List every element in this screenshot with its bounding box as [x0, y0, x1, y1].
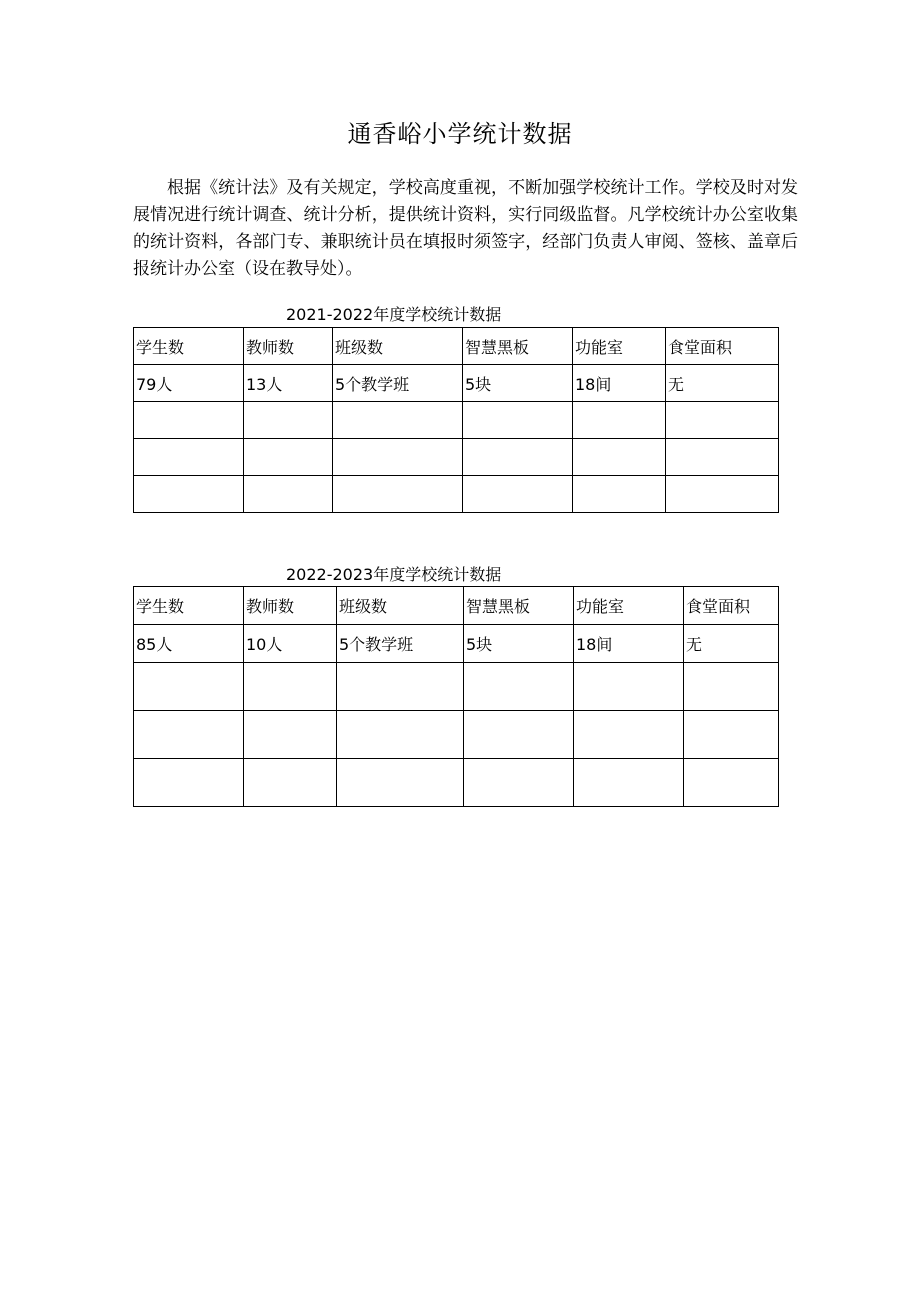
- empty-cell: [134, 439, 244, 476]
- empty-cell: [464, 759, 574, 807]
- cell-canteen-area: 无: [684, 625, 779, 663]
- empty-row: [134, 476, 779, 513]
- empty-cell: [666, 476, 779, 513]
- empty-cell: [337, 663, 464, 711]
- header-cell-classes: 班级数: [333, 328, 463, 365]
- empty-cell: [244, 663, 337, 711]
- cell-teachers: 10人: [244, 625, 337, 663]
- header-cell-canteen-area: 食堂面积: [666, 328, 779, 365]
- empty-row: [134, 759, 779, 807]
- empty-cell: [684, 711, 779, 759]
- empty-cell: [337, 759, 464, 807]
- empty-cell: [244, 476, 333, 513]
- empty-cell: [574, 759, 684, 807]
- cell-students: 85人: [134, 625, 244, 663]
- empty-cell: [333, 402, 463, 439]
- empty-cell: [244, 759, 337, 807]
- empty-cell: [573, 439, 666, 476]
- empty-row: [134, 663, 779, 711]
- empty-cell: [134, 402, 244, 439]
- empty-cell: [244, 439, 333, 476]
- table-row: [134, 625, 779, 663]
- stats-table-2022-2023: [133, 586, 779, 807]
- empty-cell: [684, 759, 779, 807]
- header-cell-function-rooms: 功能室: [573, 328, 666, 365]
- empty-cell: [464, 663, 574, 711]
- header-cell-teachers: 教师数: [244, 328, 333, 365]
- empty-cell: [134, 711, 244, 759]
- header-cell-students: 学生数: [134, 587, 244, 625]
- cell-classes: 5个教学班: [333, 365, 463, 402]
- header-cell-smart-boards: 智慧黑板: [463, 328, 573, 365]
- empty-row: [134, 439, 779, 476]
- empty-cell: [573, 476, 666, 513]
- cell-students: 79人: [134, 365, 244, 402]
- header-cell-students: 学生数: [134, 328, 244, 365]
- empty-cell: [337, 711, 464, 759]
- header-cell-classes: 班级数: [337, 587, 464, 625]
- empty-cell: [463, 402, 573, 439]
- intro-paragraph: 根据《统计法》及有关规定，学校高度重视，不断加强学校统计工作。学校及时对发展情况进行统计调查、统计分析，提供统计资料，实行同级监督。凡学校统计办公室收集的统计资料，各部门专、兼职统计员在填报时须签字，经部门负责人审阅、签核、盖章后报统计办公室（设在教导处）。: [133, 178, 798, 279]
- empty-cell: [134, 759, 244, 807]
- empty-cell: [463, 476, 573, 513]
- header-cell-canteen-area: 食堂面积: [684, 587, 779, 625]
- empty-cell: [684, 663, 779, 711]
- empty-cell: [134, 663, 244, 711]
- empty-cell: [464, 711, 574, 759]
- table-caption-2021-2022: 2021-2022年度学校统计数据: [286, 305, 502, 324]
- empty-cell: [244, 711, 337, 759]
- empty-row: [134, 402, 779, 439]
- stats-table-2021-2022: [133, 327, 779, 513]
- document-title: 通香峪小学统计数据: [347, 120, 573, 148]
- empty-cell: [134, 476, 244, 513]
- cell-function-rooms: 18间: [573, 365, 666, 402]
- empty-cell: [333, 439, 463, 476]
- table-header-row: [134, 328, 779, 365]
- header-cell-function-rooms: 功能室: [574, 587, 684, 625]
- empty-cell: [574, 663, 684, 711]
- empty-row: [134, 711, 779, 759]
- empty-cell: [463, 439, 573, 476]
- table-row: [134, 365, 779, 402]
- empty-cell: [244, 402, 333, 439]
- header-cell-teachers: 教师数: [244, 587, 337, 625]
- cell-smart-boards: 5块: [463, 365, 573, 402]
- empty-cell: [333, 476, 463, 513]
- header-cell-smart-boards: 智慧黑板: [464, 587, 574, 625]
- cell-teachers: 13人: [244, 365, 333, 402]
- empty-cell: [666, 439, 779, 476]
- cell-smart-boards: 5块: [464, 625, 574, 663]
- empty-cell: [666, 402, 779, 439]
- empty-cell: [574, 711, 684, 759]
- empty-cell: [573, 402, 666, 439]
- cell-classes: 5个教学班: [337, 625, 464, 663]
- table-header-row: [134, 587, 779, 625]
- cell-function-rooms: 18间: [574, 625, 684, 663]
- cell-canteen-area: 无: [666, 365, 779, 402]
- table-caption-2022-2023: 2022-2023年度学校统计数据: [286, 565, 502, 584]
